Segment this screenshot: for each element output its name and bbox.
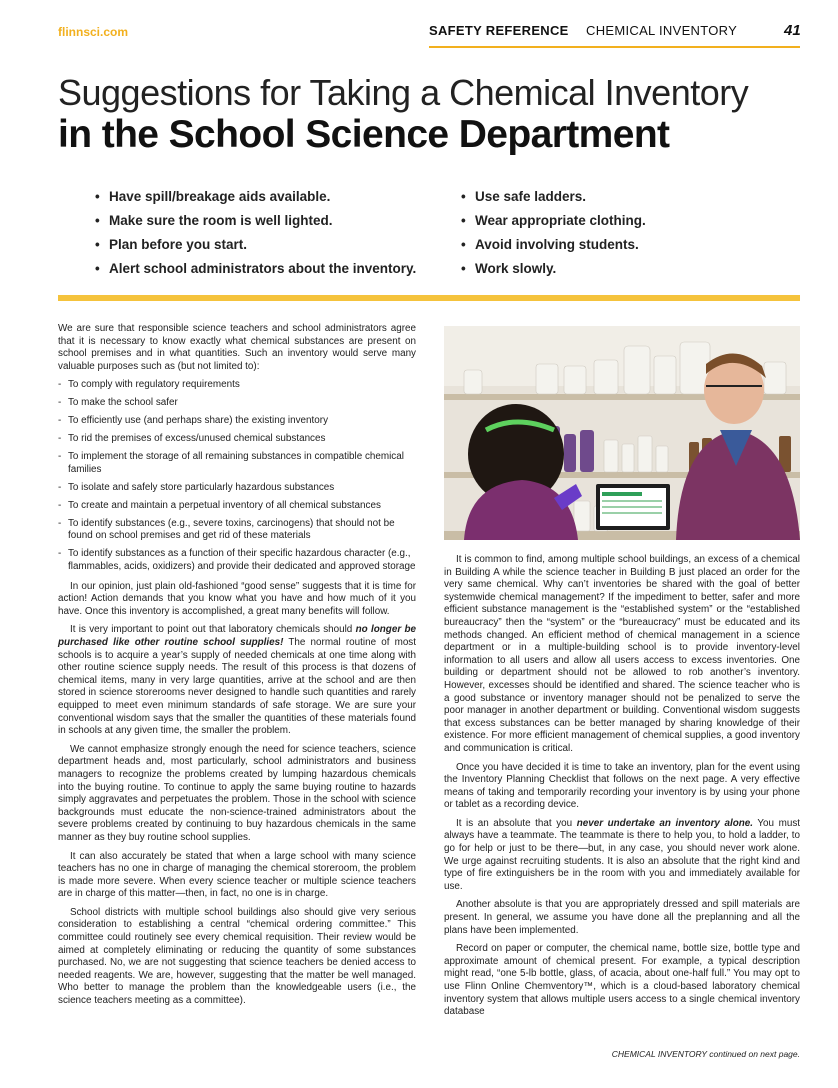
list-item: - To isolate and safely store particularly hazardous substances: [58, 482, 416, 495]
emphasis-text: no longer be purchased like other routine school supplies!: [58, 624, 416, 648]
page-title-line1: Suggestions for Taking a Chemical Inventory: [58, 72, 749, 113]
text-run: It is very important to point out that laboratory chemicals should: [70, 624, 356, 636]
text-run: It is an absolute that you: [456, 817, 577, 829]
tips-list-left: [95, 187, 416, 283]
list-item: • Plan before you start.: [95, 235, 416, 259]
emphasis-text: never undertake an inventory alone.: [576, 817, 753, 829]
intro-paragraph: We are sure that responsible science teachers and school administrators agree that it is necessary to know exactly what chemical substances are present on school premises and in what quantities. Such an inventory would serve many valuable purposes such as (but not limited to):: [58, 323, 416, 372]
paragraph: It is common to find, among multiple school buildings, an excess of a chemical in Building A while the science teacher in Building B just placed an order for the very same chemical. Why can’t inventories be shared with the goal of better systemwide chemical management? If the impediment to better, safer and more efficient substance management is the “established system” or the “established bureaucracy” then the “system” or the “bureaucracy” must be educated and its methods changed. An efficient method of chemical management in a science department or in a multiple-building school is to provide inventory-level information to all users and allow all users access to excess inventories. One building or department should not be allowed to rob another’s inventory. However, excesses should be identified and shared. The science teacher who is a good substance or inventory manager should not be penalized to serve the poor manager in another department or building. Conventional wisdom suggests that excess substances can be better managed by sharing knowledge of their existence. For more efficient management of chemical supplies, a good inventory and communication is critical.: [444, 554, 800, 754]
body-column-left: [58, 323, 416, 1014]
list-item: - To identify substances as a function of their specific hazardous character (e.g., flammables, acids, oxidizers) and provide their dedicated and approved storage: [58, 548, 416, 573]
paragraph: School districts with multiple school buildings also should give very serious consideration to establishing a central “chemical ordering committee.” This committee could routinely see every chemical requisition. Their review would be aimed at completely eliminating or reducing the quantity of some substances purchased. No, we are not suggesting that science teachers be denied access to needed reagents. We are, however, suggesting that the matter be well managed. Who better to manage the problem than the knowledgeable users (i.e., the science teachers meeting as a committee).: [58, 906, 416, 1007]
tips-list-right: [461, 187, 646, 283]
list-item: • Work slowly.: [461, 259, 646, 283]
paragraph: In our opinion, just plain old-fashioned “good sense” suggests that it is time for action! Action demands that you know what you have and how much of it you have. Once this inventory is accomplished, a great many benefits will follow.: [58, 580, 416, 617]
subsection-label: CHEMICAL INVENTORY: [586, 23, 738, 38]
text-run: continued on next page.: [706, 1049, 800, 1059]
list-item: - To make the school safer: [58, 397, 416, 410]
list-item: • Have spill/breakage aids available.: [95, 187, 416, 211]
list-item: - To rid the premises of excess/unused chemical substances: [58, 433, 416, 446]
purposes-list: [58, 379, 416, 573]
list-item: - To identify substances (e.g., severe toxins, carcinogens) that should not be found on school premises and get rid of these materials: [58, 518, 416, 543]
site-url: flinnsci.com: [58, 25, 129, 39]
paragraph: It can also accurately be stated that when a large school with many science teachers has no one in charge of managing the chemical storeroom, the problem is made more severe. When every science teacher or multiple science teachers are in charge of this matter—then, in fact, no one is in charge.: [58, 850, 416, 900]
list-item: • Make sure the room is well lighted.: [95, 211, 416, 235]
list-item: • Wear appropriate clothing.: [461, 211, 646, 235]
section-label: SAFETY REFERENCE: [429, 23, 569, 38]
page-number: 41: [784, 22, 801, 39]
list-item: - To efficiently use (and perhaps share) the existing inventory: [58, 415, 416, 428]
paragraph: Another absolute is that you are appropriately dressed and spill materials are present. In general, we assume you have done all the preplanning and all the plans have been implemented.: [444, 899, 800, 936]
list-item: - To implement the storage of all remaining substances in compatible chemical families: [58, 451, 416, 476]
list-item: • Use safe ladders.: [461, 187, 646, 211]
page-title-line2: in the School Science Department: [58, 113, 670, 156]
lab-photo: [444, 326, 800, 540]
paragraph: [58, 624, 416, 737]
paragraph: Once you have decided it is time to take an inventory, plan for the event using the Inventory Planning Checklist that follows on the next page. A very effective means of taking and temporarily recording your inventory is by using your phone or tablet as a recording device.: [444, 761, 800, 811]
continued-note: [612, 1049, 800, 1059]
header-rule: [429, 46, 800, 48]
section-divider: [58, 295, 800, 301]
body-column-right: [444, 554, 800, 1025]
list-item: - To create and maintain a perpetual inventory of all chemical substances: [58, 500, 416, 513]
paragraph: [444, 818, 800, 894]
list-item: - To comply with regulatory requirements: [58, 379, 416, 392]
list-item: • Avoid involving students.: [461, 235, 646, 259]
text-run: The normal routine of most schools is to acquire a year’s supply of needed chemicals at one time along with other routine science supply needs. The result of this process is that dozens of chemical items, many in very large quantities, arrive at the school and are then stored in science storerooms never designed to handle such quantities and rarely equipped to meet even minimum standards of safe storage. We are sure your conventional wisdom says that the smaller the quantities of these materials found in schools at any given time, the smaller the problem.: [58, 637, 416, 737]
paragraph: Record on paper or computer, the chemical name, bottle size, bottle type and approximate amount of chemical present. For example, a typical description might read, “one 5-lb bottle, glass, of acacia, about one-half full.” You may opt to use Flinn Online Chemventory™, which is a cloud-based laboratory chemical inventory system that allows multiple users access to a single chemical inventory database: [444, 943, 800, 1018]
text-run: You must always have a teammate. The teammate is there to help you, to hold a ladder, to go for help or just to be there—but, in any case, you should never work alone. We urge against recruiting students. It is also an absolute that the right kind and type of fire extinguishers be in the room with you and immediately available for use.: [444, 817, 801, 892]
list-item: • Alert school administrators about the inventory.: [95, 259, 416, 283]
text-run: CHEMICAL INVENTORY: [611, 1049, 707, 1059]
paragraph: We cannot emphasize strongly enough the need for science teachers, science department heads and, most particularly, school administrators and business managers to recognize the problems created by lumping hazardous chemicals into the buying routine. To continue to apply the same buying routine to hazards simply aggravates and perpetuates the problem. Those in the school with science backgrounds must educate the non-science-trained administrators about the severe problems created by continuing to buy hazardous chemicals in the same manner as they buy routine school supplies.: [58, 743, 416, 843]
